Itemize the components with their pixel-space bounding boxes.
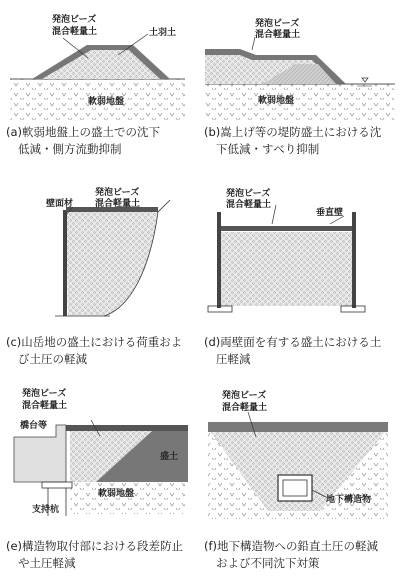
label-facing-c: 壁面材 [46,199,74,209]
label-fill-e: 盛土 [160,452,179,462]
panel-d-diagram [208,187,365,312]
caption-b-line1: (b)嵩上げ等の堤防盛土における沈 [204,125,382,139]
caption-b-line2: 下低減・すべり抑制 [216,142,320,156]
panel-c-diagram [46,186,170,316]
caption-b [204,124,381,158]
panel-f-diagram [208,389,388,519]
caption-c [6,334,182,368]
label-foam-bead-1-f: 発泡ビーズ [222,391,267,401]
label-soft-ground-a: 軟弱地盤 [88,97,125,107]
label-foam-bead-1-c: 発泡ビーズ [95,188,140,198]
label-foam-bead-2-e: 混合軽量土 [22,401,68,411]
caption-d-line2: 圧軽減 [216,352,251,366]
caption-d-line1: (d)両壁面を有する盛土における土 [204,335,382,349]
caption-e-line1: (e)構造物取付部における段差防止 [6,539,184,553]
wall-left-d [217,212,221,308]
label-support-pile-e: 支持杭 [32,505,60,515]
label-vertical-wall-d: 垂直壁 [316,208,344,218]
caption-c-line2: び土圧の軽減 [18,352,87,366]
label-soft-ground-b: 軟弱地盤 [258,96,295,106]
caption-a-line1: (a)軟弱地盤上の盛土での沈下 [6,125,161,139]
label-cover-soil-a: 土羽土 [149,28,177,38]
label-foam-bead-2-c: 混合軽量土 [95,199,141,209]
label-foam-bead-2-d: 混合軽量土 [226,200,272,210]
caption-c-line1: (c)山岳地の盛土における荷重およ [6,335,183,349]
soft-ground-b [205,84,395,121]
caption-a-line2: 低減・側方流動抑制 [18,142,122,156]
caption-d [204,334,381,368]
label-foam-bead-2-a: 混合軽量土 [52,27,98,37]
label-underground-structure-f: 地下構造物 [326,495,372,505]
wall-right-d [352,212,356,308]
label-foam-bead-1-d: 発泡ビーズ [226,189,271,199]
label-foam-bead-1-e: 発泡ビーズ [22,389,67,399]
label-abutment-e: 橋台等 [20,421,48,431]
lightweight-fill-c [66,207,158,316]
panel-b-diagram [205,17,395,121]
caption-a [6,124,160,158]
label-foam-bead-1-a: 発泡ビーズ [52,15,97,25]
pavement-f [208,422,388,432]
label-foam-bead-1-b: 発泡ビーズ [255,19,300,29]
panel-e-diagram [14,387,188,516]
abutment-e [14,425,66,482]
caption-f-line1: (f)地下構造物への鉛直土圧の軽減 [204,539,379,553]
lightweight-fill-d [221,232,352,306]
caption-e [6,538,183,572]
facing-panel-c [63,210,67,316]
caption-e-line2: や土圧軽減 [18,556,76,570]
label-foam-bead-2-f: 混合軽量土 [222,403,268,413]
caption-f [204,538,378,572]
panel-a-diagram [10,13,185,121]
label-soft-ground-e: 軟弱地盤 [98,489,135,499]
caption-f-line2: および不同沈下対策 [216,556,320,570]
label-foam-bead-2-b: 混合軽量土 [255,30,301,40]
